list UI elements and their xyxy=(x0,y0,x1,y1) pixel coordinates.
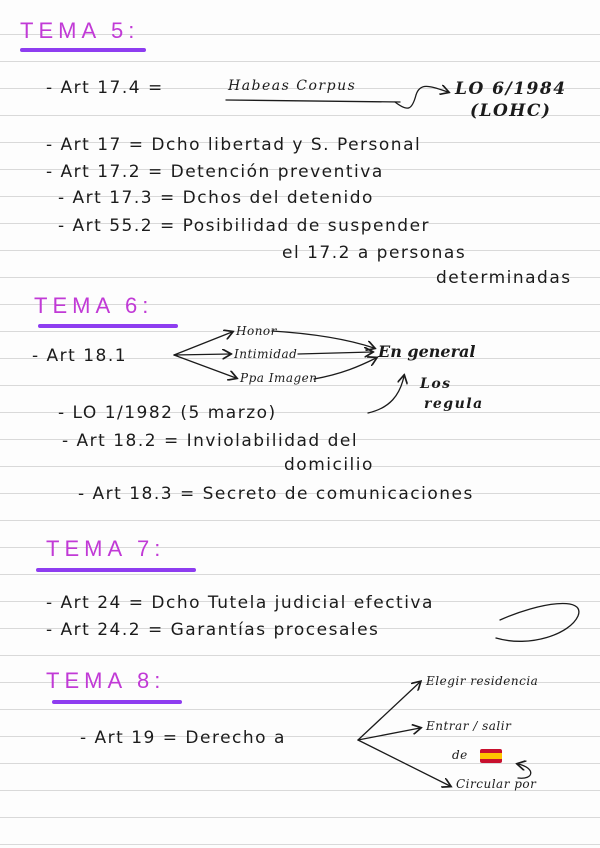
regula: regula xyxy=(424,396,484,412)
tema5-line5b: el 17.2 a personas xyxy=(282,243,467,263)
circular-por: Circular por xyxy=(456,777,537,791)
arrow-lo-to-regula xyxy=(368,376,404,413)
en-general: En general xyxy=(378,342,476,361)
tema6-line2b: domicilio xyxy=(284,455,374,475)
tema8-heading: TEMA 8: xyxy=(46,668,166,693)
tema5-underline xyxy=(20,48,146,52)
arrow-to-elegir xyxy=(358,682,420,740)
habeas-corpus: Habeas Corpus xyxy=(228,78,357,94)
habeas-underline xyxy=(226,100,400,102)
tema7-line1: - Art 24 = Dcho Tutela judicial efectiva xyxy=(46,593,434,613)
arrow-to-honor xyxy=(174,332,232,355)
arrow-to-entrar xyxy=(358,728,420,740)
ppa-imagen: Ppa Imagen xyxy=(240,371,318,385)
arrow-intimidad-to-general xyxy=(298,352,372,354)
arrow-to-intimidad xyxy=(174,354,230,355)
tema5-line5c: determinadas xyxy=(436,268,572,288)
intimidad: Intimidad xyxy=(234,347,298,361)
lo-6-1984: LO 6/1984 xyxy=(455,79,567,99)
tema7-heading: TEMA 7: xyxy=(46,536,166,561)
tema7-underline xyxy=(36,568,196,572)
tutela-curve xyxy=(496,604,579,642)
tema6-line2: - Art 18.2 = Inviolabilidad del xyxy=(62,431,359,451)
lohc: (LOHC) xyxy=(470,101,552,121)
tema7-line2: - Art 24.2 = Garantías procesales xyxy=(46,620,380,640)
tema5-line3: - Art 17.2 = Detención preventiva xyxy=(46,162,384,182)
tema6-heading: TEMA 6: xyxy=(34,293,154,318)
tema6-art: - Art 18.1 xyxy=(32,346,128,366)
de-label: de xyxy=(452,748,468,762)
arrow-imagen-to-general xyxy=(314,358,376,379)
spain-flag-icon xyxy=(480,749,502,763)
tema5-line5: - Art 55.2 = Posibilidad de suspender xyxy=(58,216,431,236)
honor: Honor xyxy=(236,324,277,338)
tema8-underline xyxy=(52,700,182,704)
tema8-art: - Art 19 = Derecho a xyxy=(80,728,286,748)
tema6-line3: - Art 18.3 = Secreto de comunicaciones xyxy=(78,484,474,504)
tema5-line2: - Art 17 = Dcho libertad y S. Personal xyxy=(46,135,422,155)
arrow-to-imagen xyxy=(174,355,236,378)
entrar-salir: Entrar / salir xyxy=(426,719,512,733)
tema5-line4: - Art 17.3 = Dchos del detenido xyxy=(58,188,374,208)
tema6-underline xyxy=(38,324,178,328)
arrow-honor-to-general xyxy=(272,331,374,348)
tema6-lo: - LO 1/1982 (5 marzo) xyxy=(58,403,277,423)
elegir-residencia: Elegir residencia xyxy=(426,674,539,688)
tema5-heading: TEMA 5: xyxy=(20,18,140,43)
tema5-line1: - Art 17.4 = xyxy=(46,78,164,98)
los: Los xyxy=(420,376,452,392)
arrow-to-circular xyxy=(358,740,450,786)
habeas-connector-arrow xyxy=(395,86,448,108)
